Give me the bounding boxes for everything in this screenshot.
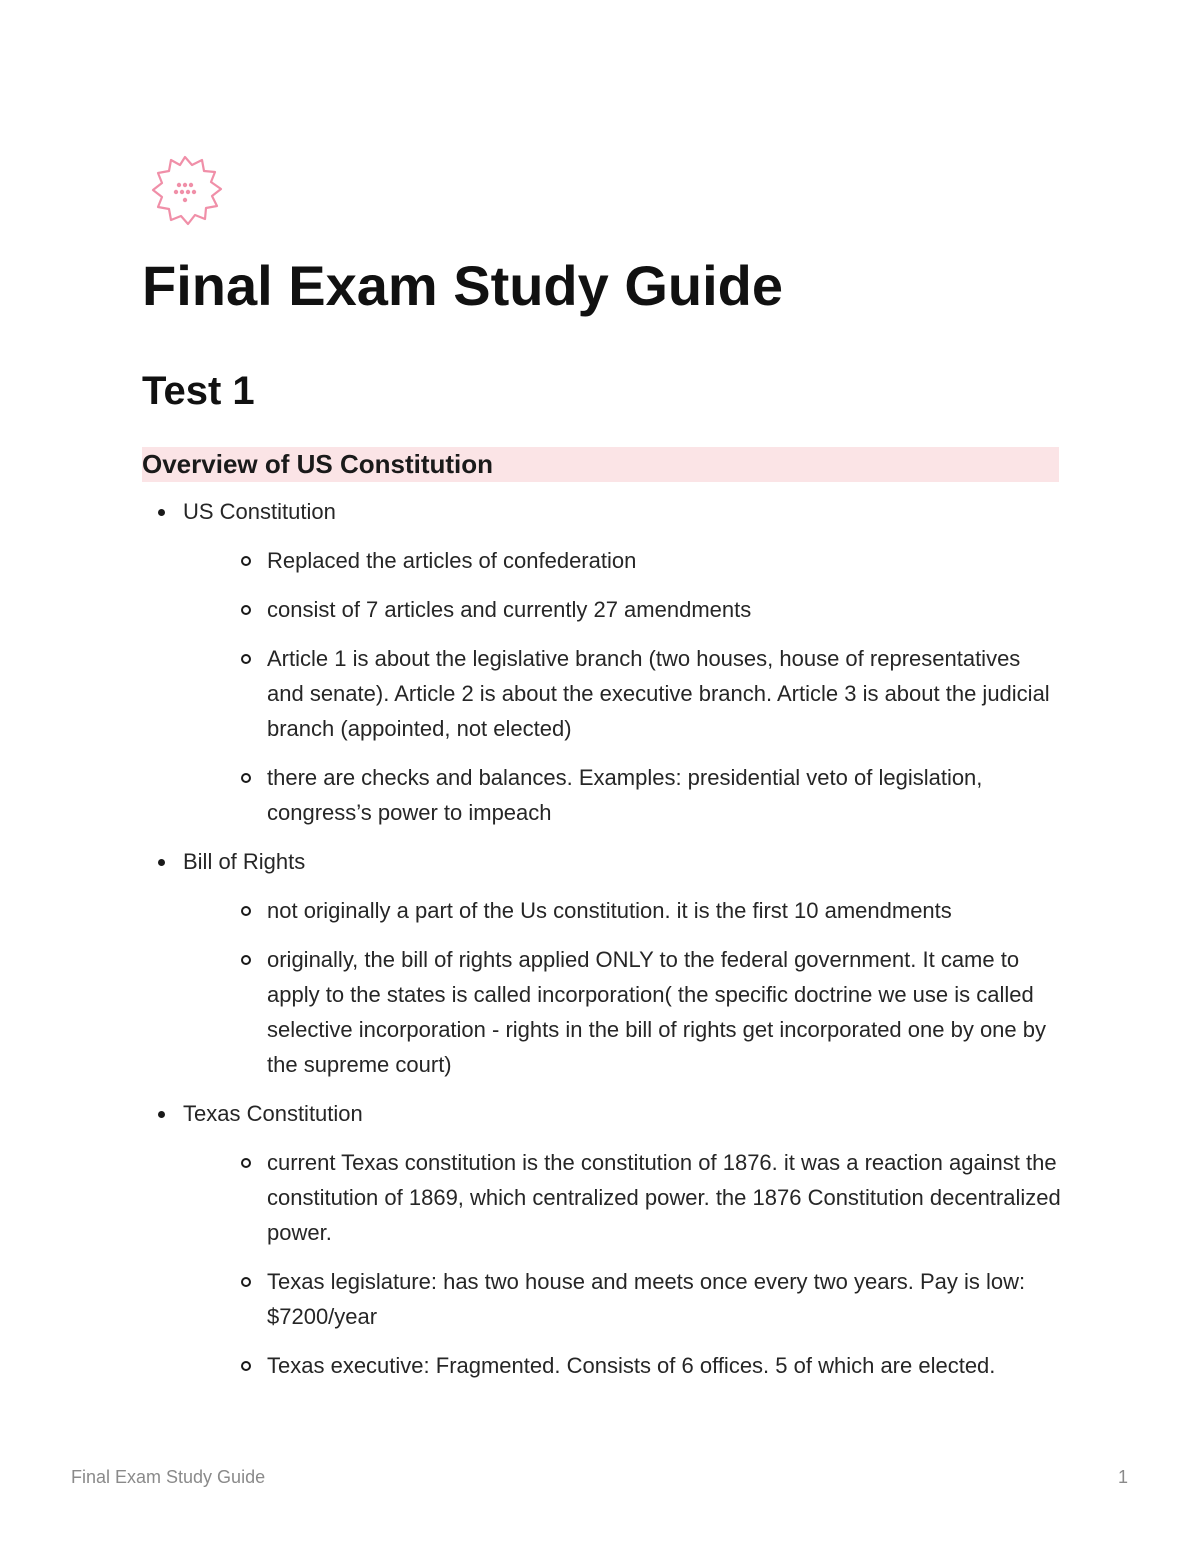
- bullet-icon: [158, 509, 165, 516]
- hollow-bullet-icon: [241, 1361, 251, 1371]
- sub-list-item-text: Replaced the articles of confederation: [267, 548, 637, 573]
- list-item: [142, 494, 1062, 830]
- hollow-bullet-icon: [241, 955, 251, 965]
- hollow-bullet-icon: [241, 556, 251, 566]
- bullet-icon: [158, 859, 165, 866]
- sub-list-item-text: Texas executive: Fragmented. Consists of 6 offices. 5 of which are elected.: [267, 1353, 996, 1378]
- hollow-bullet-icon: [241, 773, 251, 783]
- sub-list-item: [183, 1264, 1062, 1334]
- hollow-bullet-icon: [241, 1277, 251, 1287]
- hollow-bullet-icon: [241, 906, 251, 916]
- hollow-bullet-icon: [241, 605, 251, 615]
- list-item-text: US Constitution: [183, 499, 336, 524]
- sub-list-item: [183, 1348, 1062, 1383]
- footer-title: Final Exam Study Guide: [71, 1467, 266, 1487]
- document-title: Final Exam Study Guide: [142, 254, 784, 317]
- sub-list-item-text: not originally a part of the Us constitution. it is the first 10 amendments: [267, 898, 952, 923]
- flower-badge-icon: [144, 154, 226, 232]
- sub-bullet-list: [183, 543, 1062, 830]
- sub-list-item: [183, 592, 1062, 627]
- sub-list-item-text: current Texas constitution is the constitution of 1876. it was a reaction against the constitution of 1869, which centralized power. the 1876 Constitution decentralized power.: [267, 1150, 1061, 1245]
- sub-list-item: [183, 543, 1062, 578]
- sub-bullet-list: [183, 893, 1062, 1082]
- sub-list-item-text: originally, the bill of rights applied ONLY to the federal government. It came to apply to the states is called incorporation( the specific doctrine we use is called selective incorporation - rights in the bill of rights get incorporated one by one by the supreme court): [267, 947, 1046, 1077]
- bullet-list: [142, 494, 1062, 1383]
- page-number: 1: [1117, 1467, 1128, 1487]
- list-item-text: Bill of Rights: [183, 849, 306, 874]
- list-item: [142, 1096, 1062, 1383]
- sub-list-item: [183, 760, 1062, 830]
- list-item: [142, 844, 1062, 1082]
- outline-content: [142, 494, 1062, 1397]
- bullet-icon: [158, 1111, 165, 1118]
- sub-list-item-text: there are checks and balances. Examples: presidential veto of legislation, congress’s power to impeach: [267, 765, 983, 825]
- hollow-bullet-icon: [241, 654, 251, 664]
- sub-list-item: [183, 942, 1062, 1082]
- sub-list-item-text: Article 1 is about the legislative branch (two houses, house of representatives and senate). Article 2 is about the executive branch. Article 3 is about the judicial branch (appointed, not elected): [267, 646, 1050, 741]
- list-item-text: Texas Constitution: [183, 1101, 363, 1126]
- sub-list-item-text: consist of 7 articles and currently 27 amendments: [267, 597, 752, 622]
- hollow-bullet-icon: [241, 1158, 251, 1168]
- sub-list-item: [183, 893, 1062, 928]
- sub-bullet-list: [183, 1145, 1062, 1383]
- sub-list-item: [183, 1145, 1062, 1250]
- section-title: Test 1: [142, 369, 255, 413]
- sub-list-item-text: Texas legislature: has two house and meets once every two years. Pay is low: $7200/year: [267, 1269, 1026, 1329]
- subsection-title: Overview of US Constitution: [142, 449, 494, 479]
- sub-list-item: [183, 641, 1062, 746]
- subsection-highlight: [142, 447, 1059, 482]
